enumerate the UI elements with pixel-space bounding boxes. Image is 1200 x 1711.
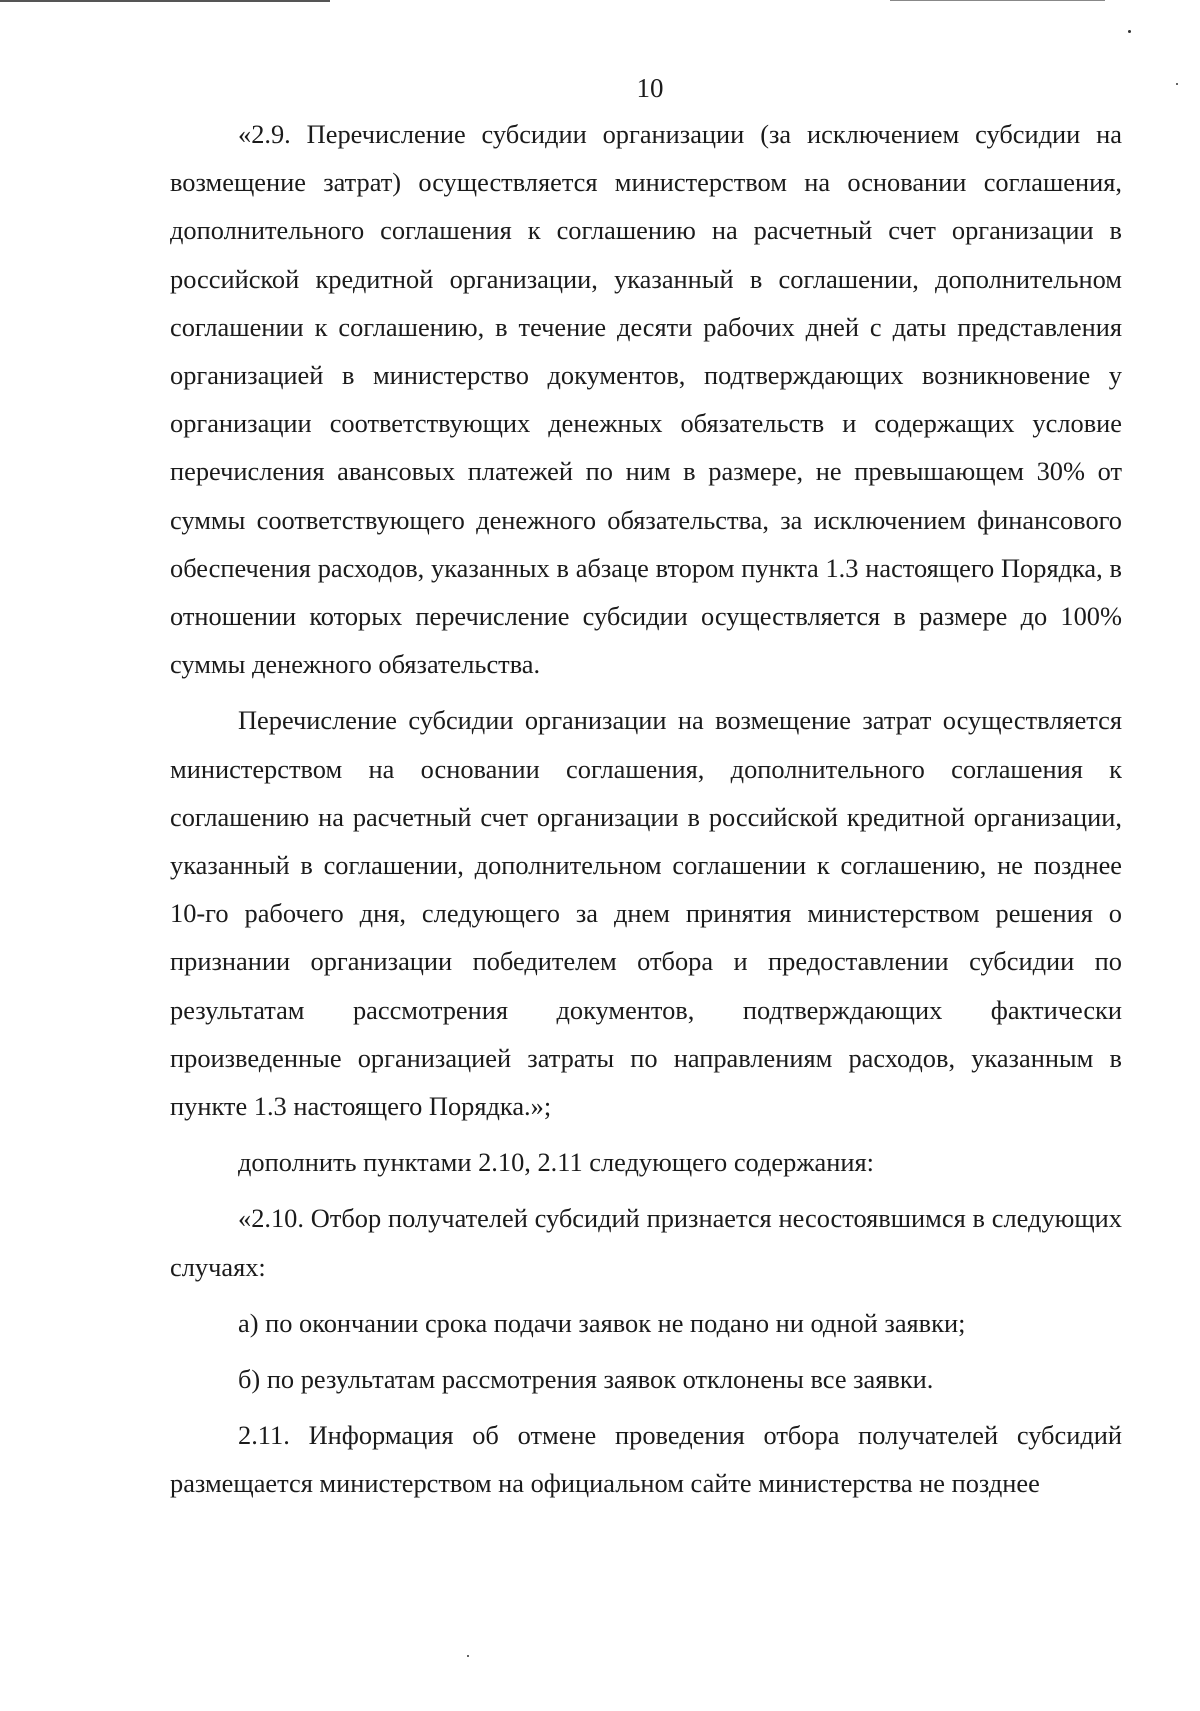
paragraph-amendment-intro: дополнить пунктами 2.10, 2.11 следующего содержания: [238, 1147, 874, 1178]
paragraph-2-9: «2.9. Перечисление субсидии организации (за исключением субсидии на возмещение затрат) осуществляется министерством на основании соглашения, дополнительного соглашения к соглашению на расчетный счет организации в российской кредитной организации, указанный в соглашении, дополнительном соглашении к соглашению, в течение десяти рабочих дней с даты представления организацией в министерство документов, подтверждающих возникновение у организации соответствующих денежных обязательств и содержащих условие перечисления авансовых платежей по ним в размере, не превышающем 30% от суммы соответствующего денежного обязательства, за исключением финансового обеспечения расходов, указанных в абзаце втором пункта 1.3 настоящего Порядка, в отношении которых перечисление субсидии осуществляется в размере до 100% суммы денежного обязательства. [170, 119, 1122, 680]
paragraph-2-10: «2.10. Отбор получателей субсидий признается несостоявшимся в следующих случаях: [170, 1203, 1122, 1282]
scan-edge-right [890, 0, 1105, 1]
scan-speck [467, 1655, 469, 1657]
paragraph-2-9-second: Перечисление субсидии организации на возмещение затрат осуществляется министерством на основании соглашения, дополнительного соглашения к соглашению на расчетный счет организации в российской кредитной организации, указанный в соглашении, дополнительном соглашении к соглашению, не позднее 10-го рабочего дня, следующего за днем принятия министерством решения о признании организации победителем отбора и предоставлении субсидии по результатам рассмотрения документов, подтверждающих фактически произведенные организацией затраты по направлениям расходов, указанным в пункте 1.3 настоящего Порядка.»; [170, 705, 1122, 1122]
paragraph-2-10-b: б) по результатам рассмотрения заявок отклонены все заявки. [238, 1364, 934, 1395]
paragraph-2-10-a: а) по окончании срока подачи заявок не подано ни одной заявки; [238, 1307, 966, 1338]
document-body [170, 110, 1122, 1508]
scan-speck [1128, 30, 1131, 33]
page-number: 10 [636, 73, 664, 103]
scan-edge-left [0, 0, 330, 2]
paragraph-2-11: 2.11. Информация об отмене проведения отбора получателей субсидий размещается министерством на официальном сайте министерства не позднее [170, 1420, 1122, 1499]
